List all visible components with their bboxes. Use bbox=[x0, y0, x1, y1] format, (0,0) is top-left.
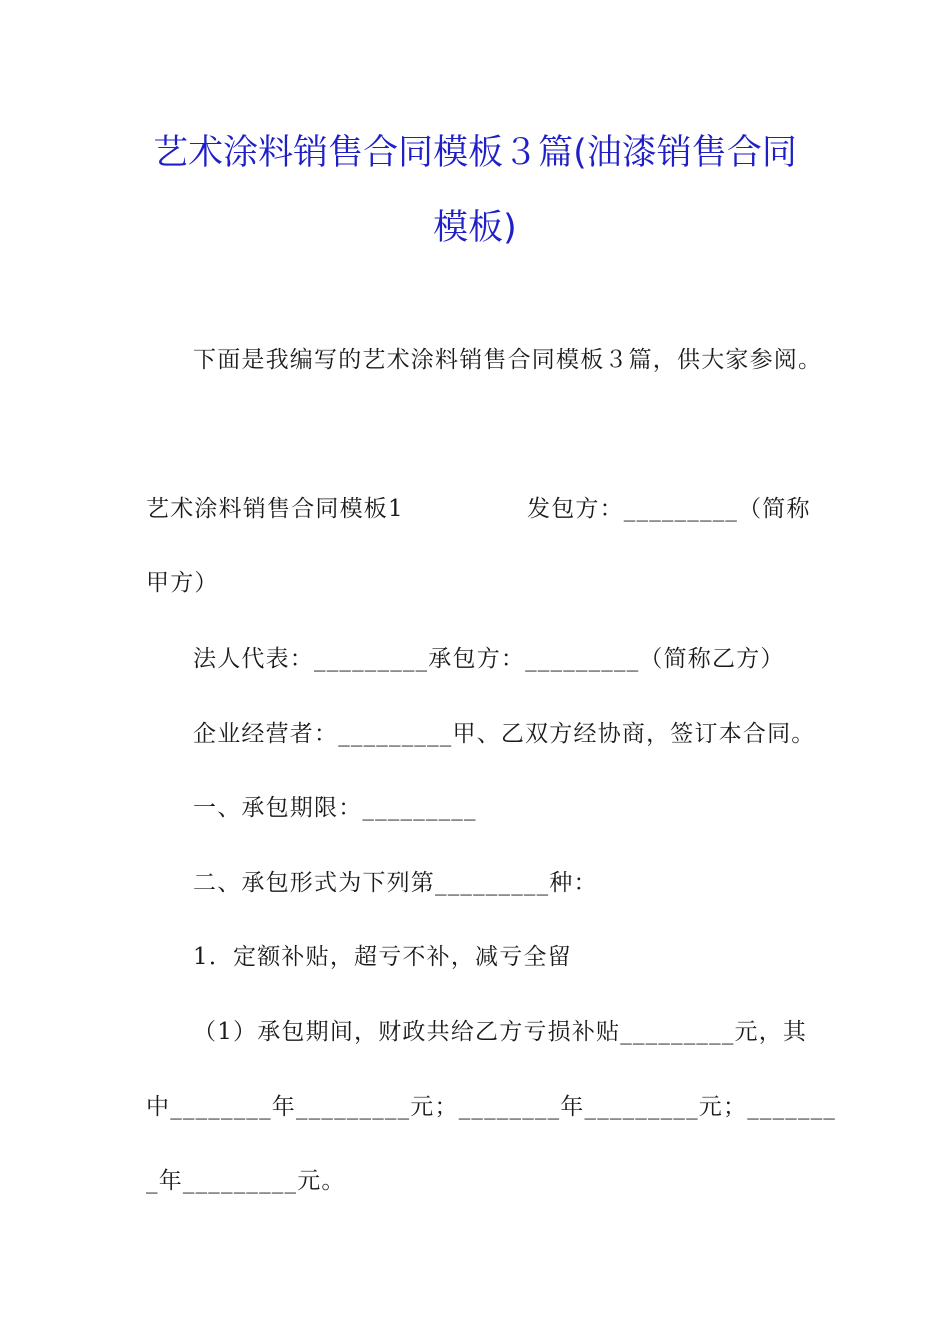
subitem-1-continued-1: 中________年_________元；________年_________元；_______ bbox=[146, 1094, 837, 1120]
subitem-1-continued-2: _年_________元。 bbox=[146, 1168, 346, 1194]
form-clause: 二、承包形式为下列第_________种： bbox=[193, 870, 598, 896]
legal-representative-line: 法人代表：_________承包方：_________（简称乙方） bbox=[193, 646, 785, 672]
item-1: 1．定额补贴，超亏不补，减亏全留 bbox=[193, 944, 572, 970]
document-title-line-2: 模板) bbox=[433, 208, 517, 248]
contract-heading: 艺术涂料销售合同模板1 bbox=[146, 496, 404, 522]
subitem-1: （1）承包期间，财政共给乙方亏损补贴_________元，其 bbox=[193, 1019, 808, 1045]
intro-paragraph: 下面是我编写的艺术涂料销售合同模板３篇，供大家参阅。 bbox=[193, 347, 823, 373]
operator-line: 企业经营者：_________甲、乙双方经协商，签订本合同。 bbox=[193, 721, 816, 747]
issuer-field-continued: 甲方） bbox=[146, 570, 219, 596]
term-clause: 一、承包期限：_________ bbox=[193, 795, 477, 821]
issuer-field: 发包方：_________（简称 bbox=[527, 496, 811, 522]
document-title-line-1: 艺术涂料销售合同模板３篇(油漆销售合同 bbox=[153, 133, 797, 173]
